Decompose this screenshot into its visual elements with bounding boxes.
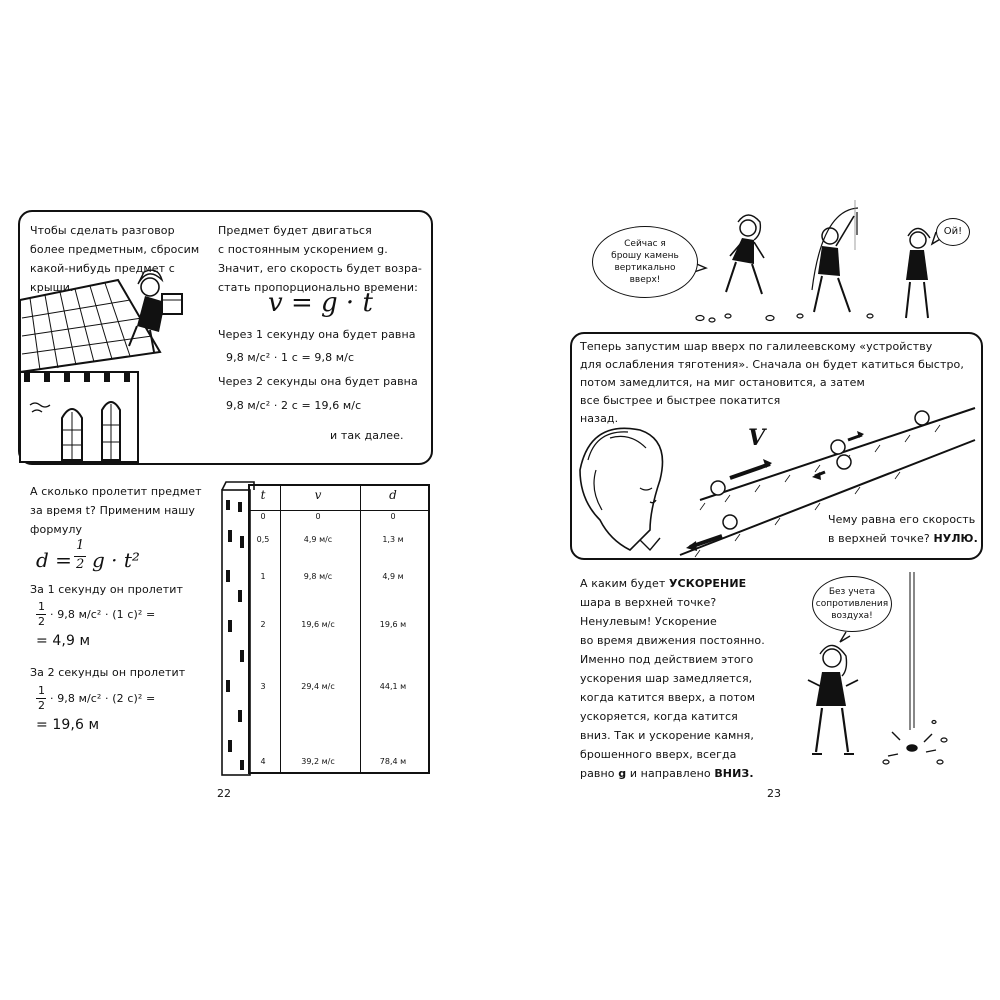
table-cell: 2 (260, 620, 266, 629)
and-so-on: и так далее. (330, 429, 404, 442)
table-header-v: v (314, 488, 322, 502)
velocity-line-2: Через 2 секунды она будет равна (218, 375, 418, 388)
page-number-right: 23 (767, 787, 781, 800)
acceleration-text: А каким будет УСКОРЕНИЕ шара в верхней точке? Ненулевым! Ускорение во время движения постоянно. Именно под действием этого ускорения шар замедляется, когда катится вверх, а потом ускоряется, когда катится вниз. Так и ускорение камня, брошенного вверх, всегда равно g и направлено ВНИЗ. (580, 577, 765, 780)
zero-answer: НУЛЮ. (933, 532, 978, 545)
table-header-d: d (389, 488, 397, 502)
velocity-calc-1: 9,8 м/с² · 1 с = 9,8 м/с (226, 351, 355, 364)
one-second-calc: · 9,8 м/с² · (1 с)² = (50, 608, 156, 621)
velocity-formula: v = g · t (268, 288, 373, 318)
table-cell: 4,9 м/с (303, 535, 333, 544)
ramp-panel-text: Теперь запустим шар вверх по галилеевскому «устройству для ослабления тяготения». Сначала он будет катиться быстро, потом замедлится, на миг остановится, а затем все быстрее и быстрее покатится назад. (580, 340, 964, 425)
motion-description: Предмет будет двигаться с постоянным ускорением g. Значит, его скорость будет возра- стать пропорционально времени: (218, 224, 423, 294)
distance-question: А сколько пролетит предмет за время t? Применим нашу формулу (30, 485, 202, 536)
table-header-t: t (260, 488, 266, 502)
one-second-result: = 4,9 м (36, 633, 91, 649)
one-second-label: За 1 секунду он пролетит (30, 583, 184, 596)
drop-intro-text: Чтобы сделать разговор более предметным, сбросим какой-нибудь предмет с крыши. (30, 224, 200, 294)
table-cell: 3 (260, 682, 266, 691)
table-cell: 4 (260, 757, 266, 766)
table-cell: 29,4 м/с (301, 682, 335, 691)
air-resistance-bubble: Без учета сопротивления воздуха! (812, 576, 892, 632)
top-speed-question: Чему равна его скорость в верхней точке? НУЛЮ. (828, 513, 978, 545)
velocity-line-1: Через 1 секунду она будет равна (218, 328, 416, 341)
table-cell: 19,6 м (379, 620, 407, 629)
table-cell: 39,2 м/с (301, 757, 335, 766)
table-cell: 0,5 (256, 535, 270, 544)
table-cell: 0 (315, 512, 321, 521)
table-cell: 44,1 м (379, 682, 407, 691)
table-cell: 0 (260, 512, 266, 521)
table-cell: 1,3 м (382, 535, 404, 544)
table-cell: 19,6 м/с (301, 620, 335, 629)
table-cell: 4,9 м (382, 572, 404, 581)
table-cell: 78,4 м (379, 757, 407, 766)
oi-speech-bubble: Ой! (936, 218, 970, 246)
two-seconds-calc: · 9,8 м/с² · (2 с)² = (50, 692, 156, 705)
two-seconds-label: За 2 секунды он пролетит (30, 666, 186, 679)
velocity-calc-2: 9,8 м/с² · 2 с = 19,6 м/с (226, 399, 362, 412)
table-cell: 9,8 м/с (303, 572, 333, 581)
page-number-left: 22 (217, 787, 231, 800)
two-seconds-result: = 19,6 м (36, 717, 100, 733)
throw-speech-bubble: Сейчас я брошу камень вертикально вверх! (592, 226, 698, 298)
table-cell: 1 (260, 572, 266, 581)
velocity-v-label: V (748, 425, 766, 451)
table-cell: 0 (390, 512, 396, 521)
